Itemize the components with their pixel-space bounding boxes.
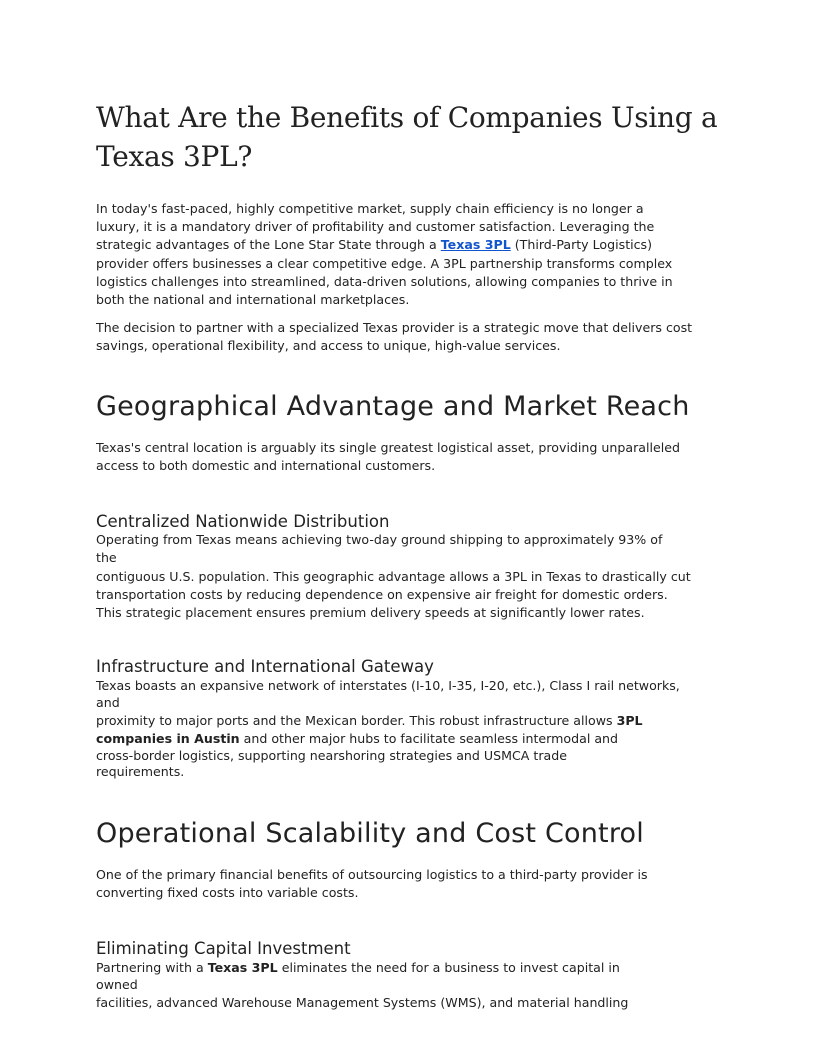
infrastructure-paragraph bbox=[96, 678, 720, 780]
text-line: facilities, advanced Warehouse Management Systems (WMS), and material handling bbox=[96, 995, 629, 1010]
section-1-paragraph bbox=[96, 439, 720, 475]
centralized-distribution-paragraph bbox=[96, 532, 720, 623]
texas-3pl-link[interactable]: Texas 3PL bbox=[440, 237, 511, 253]
subheading-infrastructure-gateway: Infrastructure and International Gateway bbox=[96, 657, 434, 676]
title-line: Texas 3PL? bbox=[96, 140, 253, 173]
intro-paragraph-1 bbox=[96, 200, 720, 309]
text-line: Operating from Texas means achieving two-day ground shipping to approximately 93% of bbox=[96, 532, 663, 547]
text-line: transportation costs by reducing dependence on expensive air freight for domestic orders. bbox=[96, 587, 668, 603]
text-line: luxury, it is a mandatory driver of profitability and customer satisfaction. Leveraging the bbox=[96, 219, 655, 235]
text-line: logistics challenges into streamlined, data-driven solutions, allowing companies to thrive in bbox=[96, 273, 673, 289]
eliminating-capital-paragraph bbox=[96, 960, 720, 1012]
bold-text: 3PL bbox=[616, 713, 643, 728]
text-line: One of the primary financial benefits of outsourcing logistics to a third-party provider is bbox=[96, 867, 648, 882]
bold-text: companies in Austin bbox=[96, 731, 240, 747]
text-line: Texas's central location is arguably its single greatest logistical asset, providing unparalleled bbox=[96, 440, 680, 455]
subheading-eliminating-capital: Eliminating Capital Investment bbox=[96, 939, 351, 958]
text-line: savings, operational flexibility, and access to unique, high-value services. bbox=[96, 338, 561, 354]
section-heading-geographical: Geographical Advantage and Market Reach bbox=[96, 391, 690, 422]
text-line: and bbox=[96, 695, 120, 710]
text-line: Texas boasts an expansive network of interstates (I-10, I-35, I-20, etc.), Class I rail networks, bbox=[96, 678, 680, 693]
section-2-paragraph bbox=[96, 866, 720, 902]
text-line: proximity to major ports and the Mexican border. This robust infrastructure allows 3PL bbox=[96, 713, 643, 728]
text-line: the bbox=[96, 550, 117, 565]
text-line: requirements. bbox=[96, 764, 185, 780]
text-line: owned bbox=[96, 977, 138, 992]
text-line: Partnering with a Texas 3PL eliminates the need for a business to invest capital in bbox=[96, 960, 620, 975]
text-line: strategic advantages of the Lone Star State through a Texas 3PL (Third-Party Logistics) bbox=[96, 237, 653, 253]
text-line: access to both domestic and international customers. bbox=[96, 458, 436, 474]
text-line: provider offers businesses a clear competitive edge. A 3PL partnership transforms complex bbox=[96, 255, 673, 271]
title-line: What Are the Benefits of Companies Using a bbox=[96, 101, 718, 134]
subheading-centralized-distribution: Centralized Nationwide Distribution bbox=[96, 512, 390, 531]
text-line: contiguous U.S. population. This geographic advantage allows a 3PL in Texas to drastically cut bbox=[96, 569, 691, 584]
text-line: The decision to partner with a specialized Texas provider is a strategic move that delivers cost bbox=[96, 320, 693, 335]
text-line: both the national and international marketplaces. bbox=[96, 292, 410, 308]
bold-text: Texas 3PL bbox=[207, 960, 278, 975]
section-heading-operational: Operational Scalability and Cost Control bbox=[96, 818, 644, 849]
text-line: cross-border logistics, supporting nearshoring strategies and USMCA trade bbox=[96, 748, 567, 764]
page-title bbox=[96, 98, 718, 176]
text-line: This strategic placement ensures premium delivery speeds at significantly lower rates. bbox=[96, 605, 645, 621]
text-line: converting fixed costs into variable costs. bbox=[96, 885, 359, 901]
text-line: In today's fast-paced, highly competitive market, supply chain efficiency is no longer a bbox=[96, 201, 644, 216]
intro-paragraph-2 bbox=[96, 319, 720, 355]
text-line: companies in Austin and other major hubs to facilitate seamless intermodal and bbox=[96, 731, 619, 747]
